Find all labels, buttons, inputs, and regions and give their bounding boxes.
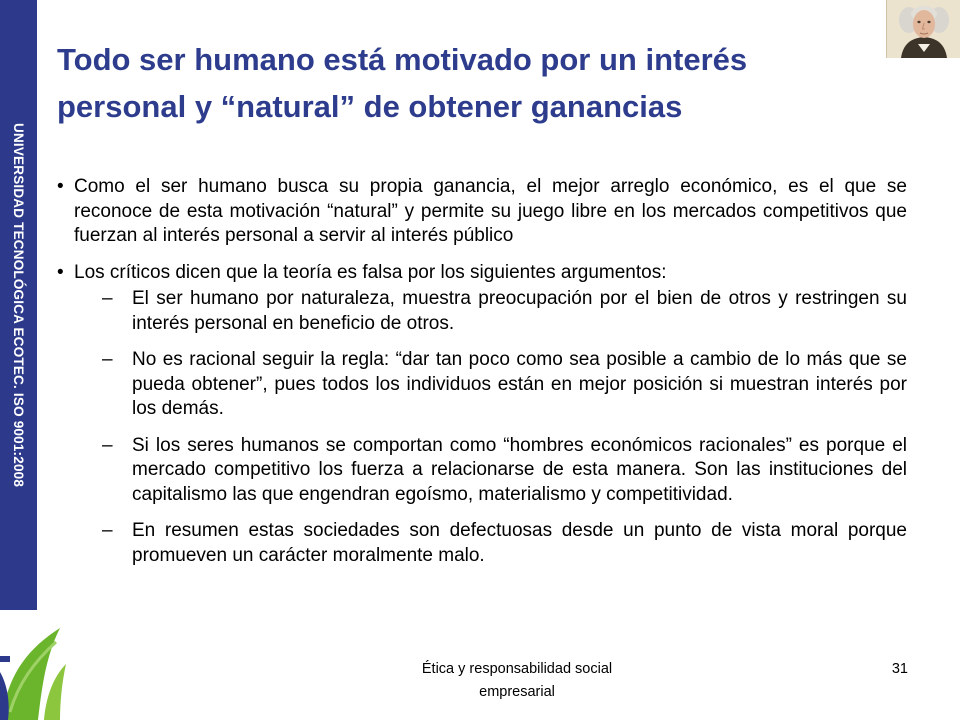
side-bar-label: [0, 0, 37, 610]
university-name: UNIVERSIDAD TECNOLÓGICA ECOTEC. ISO 9001:2008: [11, 122, 26, 488]
sub-bullet-list: [74, 287, 907, 568]
bullet-text: Como el ser humano busca su propia ganancia, el mejor arreglo económico, es el que se reconoce de esta motivación “natural” y permite su juego libre en los mercados competitivos que fuerzan al interés personal a servir al interés público: [74, 176, 907, 246]
sub-bullet-text: No es racional seguir la regla: “dar tan poco como sea posible a cambio de lo más que se pueda obtener”, pues todos los individuos están en mejor posición si muestran interés por los demás.: [132, 349, 907, 419]
sub-bullet-item: [74, 434, 907, 508]
slide-title: Todo ser humano está motivado por un interés personal y “natural” de obtener ganancias: [57, 42, 748, 124]
dash-marker: –: [102, 288, 113, 309]
slide-number: 31: [891, 661, 908, 677]
slide-body: [57, 175, 907, 580]
sub-bullet-text: En resumen estas sociedades son defectuosas desde un punto de vista moral porque promueven un carácter moralmente malo.: [132, 520, 907, 566]
dash-marker: –: [102, 434, 113, 456]
bullet-item: [57, 261, 907, 569]
dash-marker: –: [102, 349, 113, 370]
dash-marker: –: [102, 520, 113, 541]
footer-line-1: Ética y responsabilidad social: [421, 661, 613, 677]
sub-bullet-item: [74, 287, 907, 336]
portrait-image: [886, 0, 960, 58]
sub-bullet-text: Si los seres humanos se comportan como “hombres económicos racionales” es porque el mercado competitivo los fuerza a relacionarse de esta manera. Son las instituciones del capitalismo las que engendran egoísmo, materialismo y competitividad.: [132, 434, 907, 505]
bullet-text: Los críticos dicen que la teoría es falsa por los siguientes argumentos:: [74, 261, 667, 283]
sub-bullet-item: [74, 519, 907, 568]
footer-line-2: empresarial: [479, 684, 555, 700]
sub-bullet-item: [74, 348, 907, 422]
sub-bullet-text: El ser humano por naturaleza, muestra preocupación por el bien de otros y restringen su interés personal en beneficio de otros.: [132, 288, 907, 334]
bullet-item: [57, 175, 907, 249]
university-leaf-logo-icon: [0, 612, 80, 720]
footer-course-title: [397, 658, 637, 704]
